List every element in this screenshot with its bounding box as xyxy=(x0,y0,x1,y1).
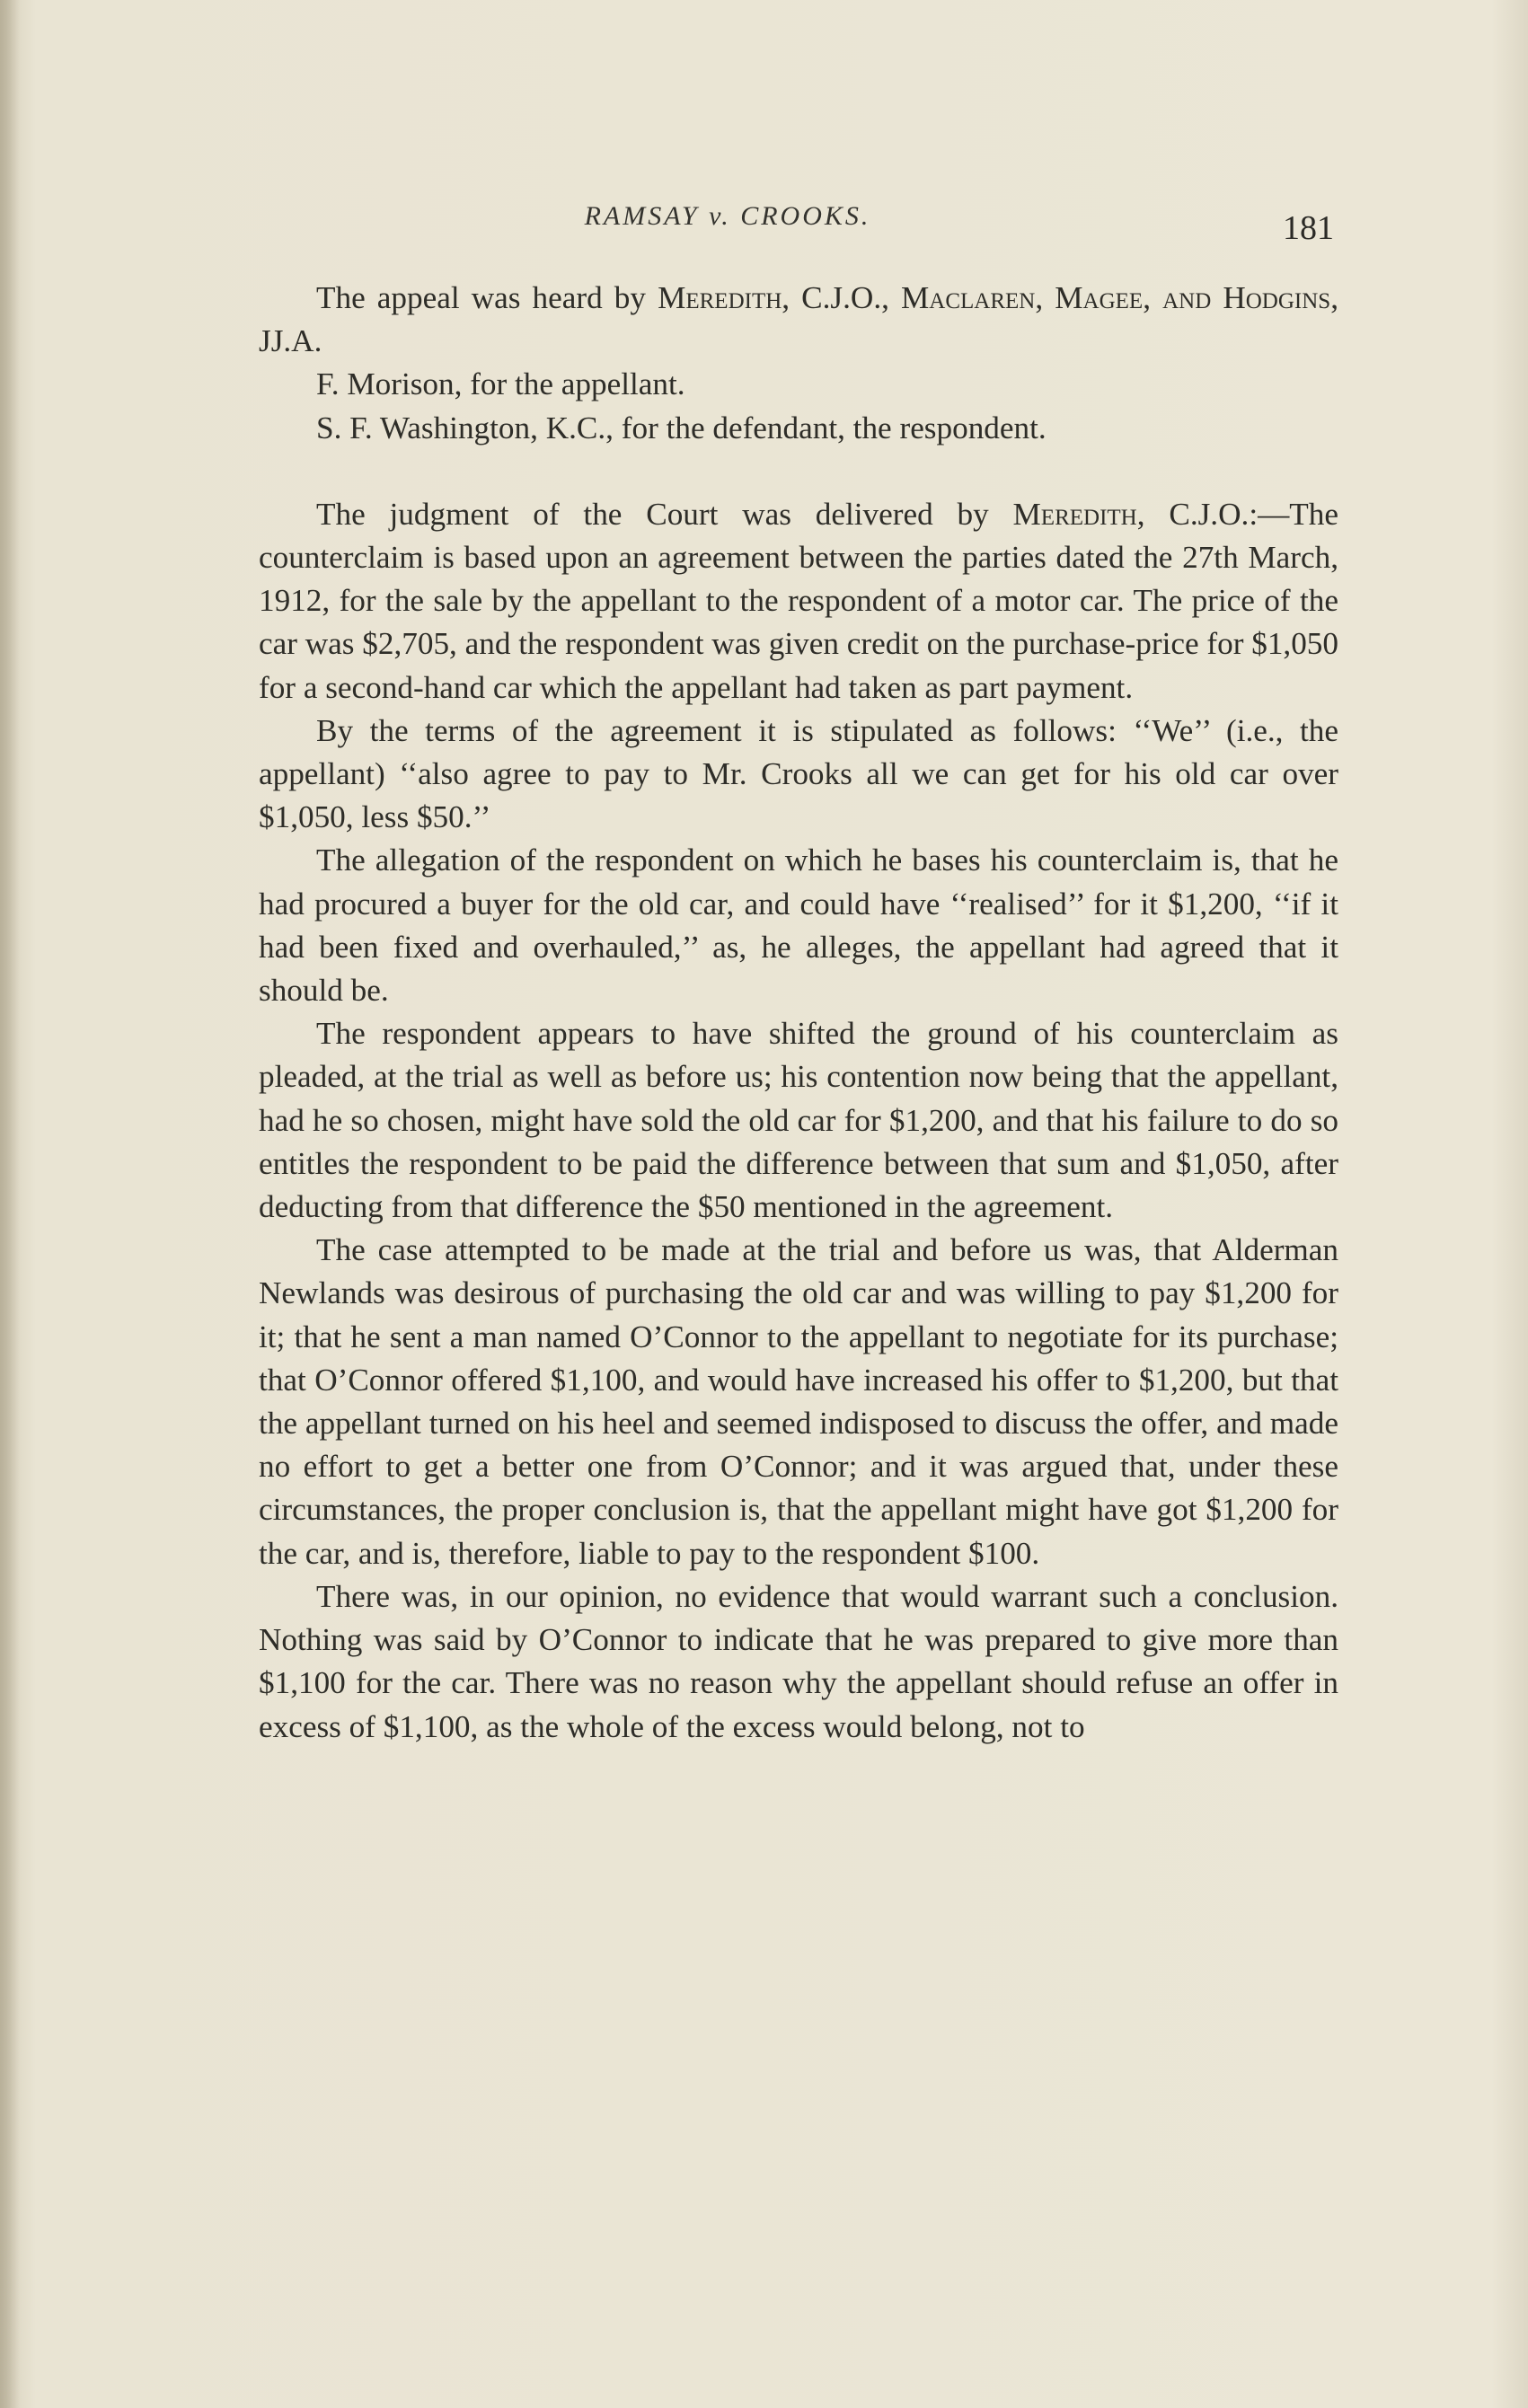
judgment-first-text: :—The counterclaim is based upon an agreement between the parties dated the 27th March, 1912, for the sale by the appellant to the respondent of a motor car. The price of the car was $2,705, and the respondent was given credit on the purchase-price for $1,050 for a second-hand car which the appellant had taken as part payment. xyxy=(259,496,1338,705)
section-gap xyxy=(259,450,1338,493)
running-title: RAMSAY v. CROOKS. xyxy=(584,201,871,231)
counsel-respondent: S. F. Washington, K.C., for the defendant, the respondent. xyxy=(316,410,1047,445)
paragraph-allegation: The allegation of the respondent on which he bases his counterclaim is, that he had procured a buyer for the old car, and could have ‘‘realised’’ for it $1,200, ‘‘if it had been fixed and overhauled,’’ as, he alleges, the appellant had agreed that it should be. xyxy=(259,842,1338,1009)
paragraph-shifted-ground: The respondent appears to have shifted the ground of his counterclaim as pleaded, at the trial as well as before us; his contention now being that the appellant, had he so chosen, might have sold the old car for $1,200, and that his failure to do so entitles the respondent to be paid the difference between that sum and $1,050, after deducting from that difference the $50 mentioned in the agreement. xyxy=(259,1016,1338,1225)
body-text xyxy=(259,277,1338,1749)
judgment-paragraph xyxy=(259,493,1338,710)
paragraph-opinion: There was, in our opinion, no evidence that would warrant such a conclusion. Nothing was said by O’Connor to indicate that he was prepared to give more than $1,100 for the car. There was no reason why the appellant should refuse an offer in excess of $1,100, as the whole of the excess would belong, not to xyxy=(259,1578,1338,1744)
bench-judges: Meredith, C.J.O., Maclaren, Magee, and Hodgins, JJ.A. xyxy=(259,280,1338,359)
page-number: 181 xyxy=(1283,209,1334,247)
bench-paragraph xyxy=(259,277,1338,363)
spine-shadow xyxy=(0,0,20,2408)
judgment-intro: The judgment of the Court was delivered by xyxy=(316,496,1013,532)
counsel-appellant: F. Morison, for the appellant. xyxy=(316,366,685,402)
bench-intro: The appeal was heard by xyxy=(316,280,658,315)
paragraph-agreement-terms: By the terms of the agreement it is stipulated as follows: ‘‘We’’ (i.e., the appellant) ‘‘also agree to pay to Mr. Crooks all we can get for his old car over $1,050, less $50.’’ xyxy=(259,712,1338,835)
running-head xyxy=(256,196,1334,247)
judgment-judge: Meredith, C.J.O. xyxy=(1012,496,1250,532)
paragraph-case-attempted: The case attempted to be made at the trial and before us was, that Alderman Newlands was desirous of purchasing the old car and was willing to pay $1,200 for it; that he sent a man named O’Connor to the appellant to negotiate for its purchase; that O’Connor offered $1,100, and would have increased his offer to $1,200, but that the appellant turned on his heel and seemed indisposed to discuss the offer, and made no effort to get a better one from O’Connor; and it was argued that, under these circumstances, the proper conclusion is, that the appellant might have got $1,200 for the car, and is, therefore, liable to pay to the respondent $100. xyxy=(259,1232,1338,1571)
